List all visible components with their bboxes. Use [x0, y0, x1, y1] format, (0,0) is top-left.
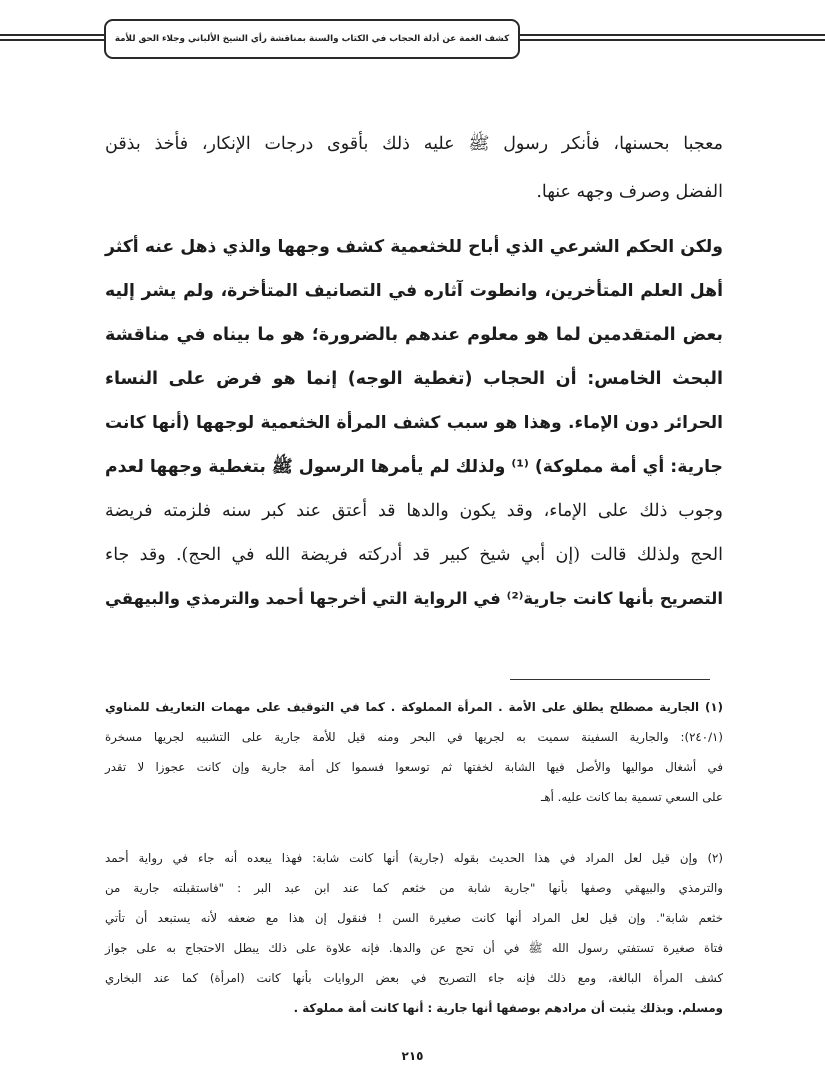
footnote-line: في أشغال مواليها والأصل فيها الشابة لخفتها ثم توسعوا فسموا كل أمة جارية وإن كانت عجوزا لا تقدر	[105, 760, 723, 774]
text-line: وجوب ذلك على الإماء، وقد يكون والدها قد أعتق عند كبر سنه فلزمته فريضة	[105, 501, 723, 521]
footnote-line: (٢) وإن قيل لعل المراد في هذا الحديث بقوله (جارية) أنها كانت شابة: فهذا يبعده أنه جاء في رواية أحمد	[105, 851, 723, 865]
footnote-line: كشف المرأة البالغة، ومع ذلك فإنه جاء التصريح في بعض الروايات بأنها كانت (امرأة) كما عند البخاري	[105, 971, 723, 985]
header-rule-right	[520, 34, 825, 44]
footnote-line: ومسلم. وبذلك يثبت أن مرادهم بوصفها أنها جارية : أنها كانت أمة مملوكة .	[293, 1001, 723, 1015]
text-line: الحج ولذلك قالت (إن أبي شيخ كبير قد أدركته فريضة الله في الحج). وقد جاء	[105, 545, 723, 565]
text-line: بعض المتقدمين لما هو معلوم عندهم بالضرورة؛ هو ما بيناه في مناقشة	[105, 325, 723, 345]
book-title: كشف الغمة عن أدلة الحجاب في الكتاب والسنة بمناقشة رأي الشيخ الألباني وجلاء الحق للأمة	[114, 34, 510, 44]
footnote-line: على السعي تسمية بما كانت عليه. أهـ	[540, 790, 723, 804]
text-line: جارية: أي أمة مملوكة) ⁽¹⁾ ولذلك لم يأمرها الرسول ﷺ بتغطية وجهها لعدم	[105, 457, 723, 477]
text-line: البحث الخامس: أن الحجاب (تغطية الوجه) إنما هو فرض على النساء	[105, 369, 723, 389]
header-rule-left	[0, 34, 108, 44]
footnote-2	[105, 843, 723, 1023]
footnote-separator	[510, 679, 710, 680]
paragraph-intro	[105, 120, 723, 216]
text-line: معجبا بحسنها، فأنكر رسول ﷺ عليه ذلك بأقوى درجات الإنكار، فأخذ بذقن	[105, 134, 723, 154]
text-line: الحرائر دون الإماء. وهذا هو سبب كشف المرأة الخثعمية لوجهها (أنها كانت	[105, 413, 723, 433]
running-header	[104, 19, 520, 59]
text-line: الفضل وصرف وجهه عنها.	[536, 182, 723, 202]
footnote-line: (١) الجارية مصطلح يطلق على الأمة . المرأة المملوكة . كما في التوقيف على مهمات التعاريف للمناوي	[105, 700, 723, 714]
footnote-1	[105, 692, 723, 812]
page-number: ٢١٥	[401, 1049, 424, 1063]
footnote-line: والترمذي والبيهقي وصفها بأنها "جارية شابة من خثعم كما عند ابن عبد البر : "فاستقبلته جارية من	[105, 881, 723, 895]
paragraph-main	[105, 225, 723, 621]
text-line: أهل العلم المتأخرين، وانطوت آثاره في التصانيف المتأخرة، ولم يشر إليه	[105, 281, 723, 301]
text-line: التصريح بأنها كانت جارية⁽²⁾ في الرواية التي أخرجها أحمد والترمذي والبيهقي	[105, 589, 723, 608]
footnote-line: (٢٤٠/١): والجارية السفينة سميت به لجريها في البحر ومنه قيل للأمة جارية على التشبيه لجريها مسخرة	[105, 730, 723, 744]
footnote-line: خثعم شابة". وإن قيل لعل المراد أنها كانت صغيرة السن ! فنقول إن هذا مع ضعفه لأنه يستبعد أن تأتي	[105, 911, 723, 925]
footnote-line: فتاة صغيرة تستفتي رسول الله ﷺ في أن تحج عن والدها. فإنه علاوة على ذلك يبطل الاحتجاج به على جواز	[105, 941, 723, 955]
text-line: ولكن الحكم الشرعي الذي أباح للخثعمية كشف وجهها والذي ذهل عنه أكثر	[105, 237, 723, 257]
